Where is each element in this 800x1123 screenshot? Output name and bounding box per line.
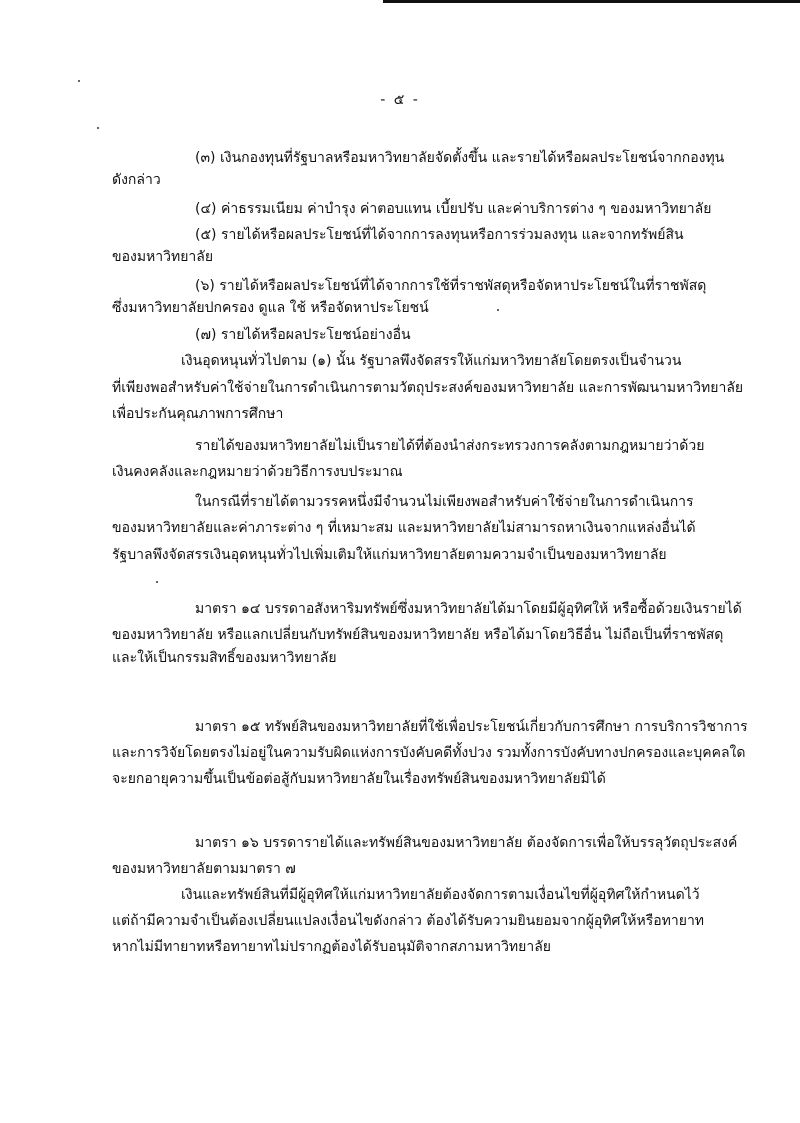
paragraph-line: (๔) ค่าธรรมเนียม ค่าบำรุง ค่าตอบแทน เบี้ยปรับ และค่าบริการต่าง ๆ ของมหาวิทยาลัย — [195, 201, 712, 217]
section-15-line: และการวิจัยโดยตรงไม่อยู่ในความรับผิดแห่งการบังคับคดีทั้งปวง รวมทั้งการบังคับทางปกครองและบุคคลใด — [112, 745, 746, 761]
section-16-line: ของมหาวิทยาลัยตามมาตรา ๗ — [112, 861, 296, 877]
section-15-line: มาตรา ๑๕ ทรัพย์สินของมหาวิทยาลัยที่ใช้เพื่อประโยชน์เกี่ยวกับการศึกษา การบริการวิชาการ — [195, 719, 748, 735]
paragraph-line: ที่เพียงพอสำหรับค่าใช้จ่ายในการดำเนินการตามวัตถุประสงค์ของมหาวิทยาลัย และการพัฒนามหาวิทยาลัย — [112, 380, 744, 396]
paragraph-line: เงินอุดหนุนทั่วไปตาม (๑) นั้น รัฐบาลพึงจัดสรรให้แก่มหาวิทยาลัยโดยตรงเป็นจำนวน — [181, 353, 682, 369]
paragraph-line: รายได้ของมหาวิทยาลัยไม่เป็นรายได้ที่ต้องนำส่งกระทรวงการคลังตามกฎหมายว่าด้วย — [195, 438, 705, 454]
section-14-line: ของมหาวิทยาลัย หรือแลกเปลี่ยนกับทรัพย์สินของมหาวิทยาลัย หรือได้มาโดยวิธีอื่น ไม่ถือเป็นที่ราชพัสดุ — [112, 627, 724, 643]
scan-speck — [497, 309, 499, 311]
section-16-line: เงินและทรัพย์สินที่มีผู้อุทิศให้แก่มหาวิทยาลัยต้องจัดการตามเงื่อนไขที่ผู้อุทิศให้กำหนดไว้ — [181, 887, 700, 903]
section-14-line: มาตรา ๑๔ บรรดาอสังหาริมทรัพย์ซึ่งมหาวิทยาลัยได้มาโดยมีผู้อุทิศให้ หรือซื้อด้วยเงินรายได้ — [195, 601, 742, 617]
scan-speck — [97, 127, 99, 129]
paragraph-line: เงินคงคลังและกฎหมายว่าด้วยวิธีการงบประมาณ — [112, 464, 403, 480]
section-14-line: และให้เป็นกรรมสิทธิ์ของมหาวิทยาลัย — [112, 650, 337, 666]
paragraph-line: (๓) เงินกองทุนที่รัฐบาลหรือมหาวิทยาลัยจัดตั้งขึ้น และรายได้หรือผลประโยชน์จากกองทุน — [195, 150, 725, 166]
paragraph-line: ของมหาวิทยาลัย — [112, 249, 214, 265]
section-15-line: จะยกอายุความขึ้นเป็นข้อต่อสู้กับมหาวิทยาลัยในเรื่องทรัพย์สินของมหาวิทยาลัยมิได้ — [112, 771, 606, 787]
section-16-line: หากไม่มีทายาทหรือทายาทไม่ปรากฏต้องได้รับอนุมัติจากสภามหาวิทยาลัย — [112, 939, 552, 955]
paragraph-line: (๕) รายได้หรือผลประโยชน์ที่ได้จากการลงทุนหรือการร่วมลงทุน และจากทรัพย์สิน — [195, 227, 684, 243]
paragraph-line: ซึ่งมหาวิทยาลัยปกครอง ดูแล ใช้ หรือจัดหาประโยชน์ — [112, 300, 429, 316]
paragraph-line: รัฐบาลพึงจัดสรรเงินอุดหนุนทั่วไปเพิ่มเติมให้แก่มหาวิทยาลัยตามความจำเป็นของมหาวิทยาลัย — [112, 547, 667, 563]
section-16-line: แต่ถ้ามีความจำเป็นต้องเปลี่ยนแปลงเงื่อนไขดังกล่าว ต้องได้รับความยินยอมจากผู้อุทิศให้หรือทายาท — [112, 913, 705, 929]
scan-speck — [156, 581, 158, 583]
section-16-line: มาตรา ๑๖ บรรดารายได้และทรัพย์สินของมหาวิทยาลัย ต้องจัดการเพื่อให้บรรลุวัตถุประสงค์ — [195, 835, 738, 851]
scan-speck — [78, 80, 80, 82]
scan-border-line — [383, 0, 800, 3]
page-number: - ๕ - — [380, 92, 420, 108]
paragraph-line: (๗) รายได้หรือผลประโยชน์อย่างอื่น — [195, 327, 411, 343]
paragraph-line: ดังกล่าว — [112, 172, 161, 188]
paragraph-line: ของมหาวิทยาลัยและค่าภาระต่าง ๆ ที่เหมาะสม และมหาวิทยาลัยไม่สามารถหาเงินจากแหล่งอื่นได้ — [112, 520, 696, 536]
paragraph-line: (๖) รายได้หรือผลประโยชน์ที่ได้จากการใช้ที่ราชพัสดุหรือจัดหาประโยชน์ในที่ราชพัสดุ — [195, 278, 707, 294]
paragraph-line: ในกรณีที่รายได้ตามวรรคหนึ่งมีจำนวนไม่เพียงพอสำหรับค่าใช้จ่ายในการดำเนินการ — [195, 494, 694, 510]
paragraph-line: เพื่อประกันคุณภาพการศึกษา — [112, 406, 284, 422]
